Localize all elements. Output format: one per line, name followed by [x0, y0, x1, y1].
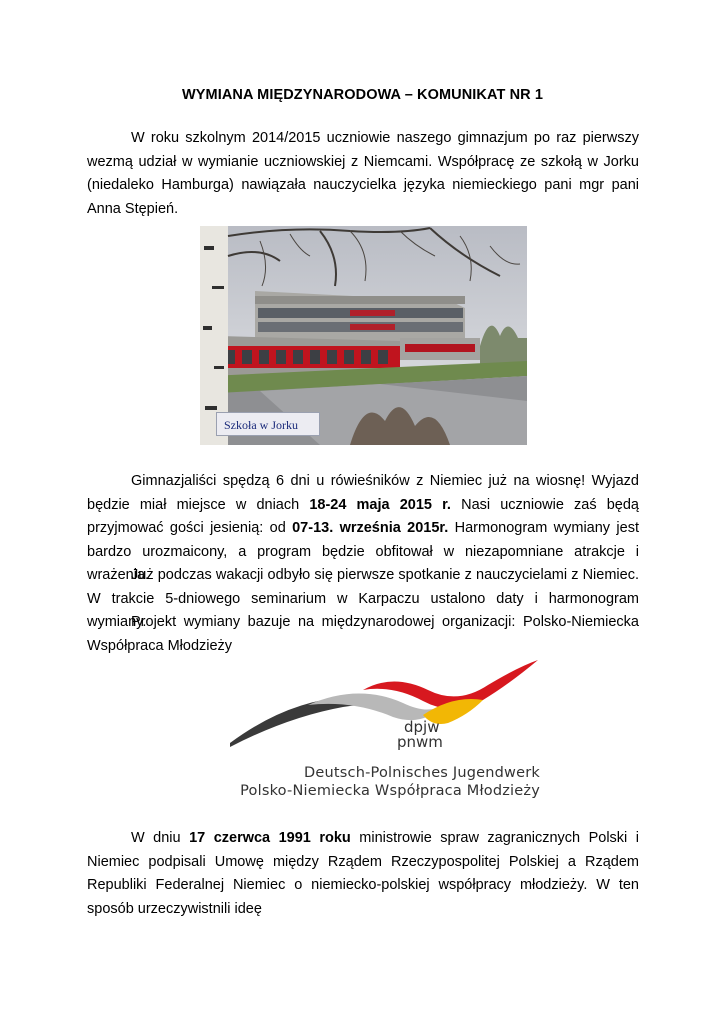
treaty-date: 17 czerwca 1991 roku	[189, 830, 351, 846]
school-photo	[200, 226, 527, 445]
logo-abbr-de: dpjw	[404, 718, 440, 736]
logo-swoosh-icon	[228, 655, 540, 755]
photo-caption: Szkoła w Jorku	[216, 412, 320, 436]
trip-text-2: Nasi uczniowie zaś będą przyjmować gości jesienią: od	[87, 496, 639, 536]
intro-paragraph: W roku szkolnym 2014/2015 uczniowie naszego gimnazjum po raz pierwszy wezmą udział w wymianie uczniowskiej z Niemcami. Współpracę ze szkołą w Jorku (niedaleko Hamburga) nawiązała nauczycielka języka niemieckiego pani mgr pani Anna Stępień.	[87, 130, 639, 217]
logo-name-pl: Polsko-Niemiecka Współpraca Młodzieży	[240, 783, 540, 799]
holidays-paragraph: Już podczas wakacji odbyło się pierwsze spotkanie z nauczycielami z Niemiec. W trakcie 5-dniowego seminarium w Karpaczu ustalono daty i harmonogram wymiany.	[87, 567, 639, 630]
treaty-text-2: ministrowie spraw zagranicznych Polski i Niemiec podpisali Umowę między Rządem Rzeczypospolitej Polskiej a Rządem Republiki Federalnej Niemiec o niemiecko-polskiej współpracy młodzieży. W ten sposób urzeczywistnili ideę	[87, 830, 639, 917]
logo-name-de: Deutsch-Polnisches Jugendwerk	[304, 765, 540, 781]
trip-text-3: Harmonogram wymiany jest bardzo urozmaicony, a program będzie obfitował w niezapomniane atrakcje i wrażenia.	[87, 520, 639, 583]
logo-abbr-pl: pnwm	[397, 733, 443, 751]
dpjw-pnwm-logo	[228, 655, 540, 805]
page-title: WYMIANA MIĘDZYNARODOWA – KOMUNIKAT NR 1	[181, 87, 544, 103]
treaty-text-1: W dniu	[131, 830, 190, 846]
trip-autumn-dates: 07-13. września 2015r.	[292, 520, 449, 536]
trip-spring-dates: 18-24 maja 2015 r.	[309, 496, 451, 513]
project-paragraph: Projekt wymiany bazuje na międzynarodowej organizacji: Polsko-Niemiecka Współpraca Młodzieży	[87, 614, 639, 654]
treaty-paragraph	[87, 827, 639, 921]
trip-text-1: Gimnazjaliści spędzą 6 dni u rówieśników z Niemiec już na wiosnę! Wyjazd będzie miał miejsce w dniach	[87, 473, 639, 513]
